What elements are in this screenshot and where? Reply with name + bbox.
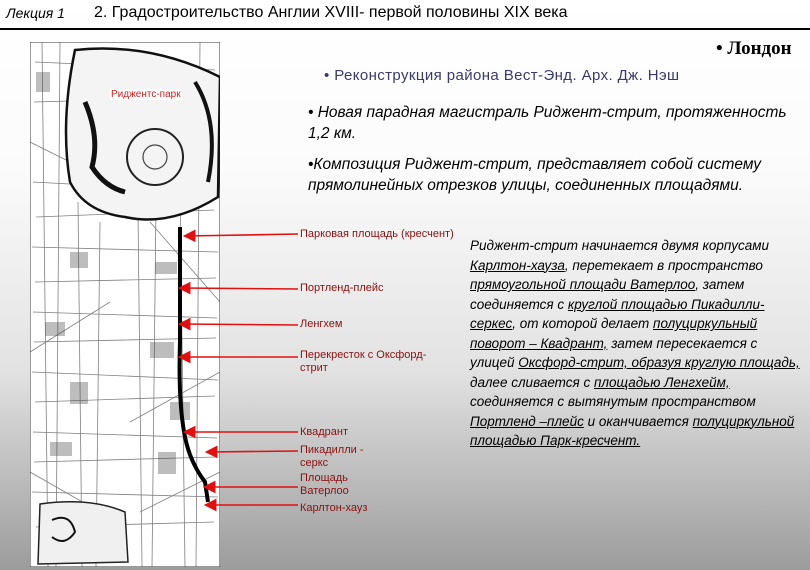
description-underlined: Оксфорд-стрит, образуя круглую площадь, [518, 355, 800, 370]
description-segment: , перетекает в пространство [564, 257, 763, 273]
description-underlined: Портленд –плейс [470, 413, 584, 429]
description-segment: , от которой делает [512, 316, 654, 331]
bullet-1: • Новая парадная магистраль Риджент-стрит, протяженность 1,2 км. [308, 104, 787, 142]
description-underlined: полуциркульной площадью Парк-кресчент. [470, 413, 795, 448]
city-heading: • Лондон [716, 38, 792, 59]
description-underlined: площадью Ленгхейм, [594, 374, 730, 390]
label-portland-place: Портленд-плейс [300, 282, 384, 294]
bullet-2: •Композиция Риджент-стрит, представляет собой систему прямолинейных отрезков улицы, соединенных площадями. [308, 156, 762, 194]
slide-title: 2. Градостроительство Англии XVIII- первой половины XIX века [94, 4, 568, 21]
description-segment: далее сливается с [470, 374, 594, 390]
description-segment: , затем соединяется с [470, 277, 745, 312]
description-underlined: круглой площадью Пикадилли-серкес [470, 296, 765, 331]
label-langham: Ленгхем [300, 318, 343, 330]
description-underlined: полуциркульный поворот – Квадрант, [470, 316, 758, 351]
arrow-piccadilly [208, 451, 298, 452]
subtitle: • Реконструкция района Вест-Энд. Арх. Дж. Нэш [324, 67, 680, 84]
london-map [30, 42, 220, 567]
description-underlined: прямоугольной площади Ватерлоо [470, 277, 696, 292]
description-segment: затем пересекается с улицей [470, 335, 758, 370]
label-carlton-house: Карлтон-хауз [300, 502, 368, 514]
description-segment: соединяется с вытянутым пространством [470, 394, 756, 409]
label-piccadilly: Пикадилли - серкс [300, 444, 364, 469]
description-text [470, 236, 805, 451]
label-crescent: Парковая площадь (кресчент) [300, 228, 454, 240]
label-oxford-crossing: Перекресток с Оксфорд-стрит [300, 349, 427, 374]
description-segment: и оканчивается [583, 413, 693, 429]
label-waterloo: Площадь Ватерлоо [300, 472, 349, 497]
title-divider [0, 28, 810, 30]
description-segment: Риджент-стрит начинается двумя корпусами [470, 238, 770, 253]
lecture-number: Лекция 1 [6, 5, 65, 21]
description-underlined: Карлтон-хауза [470, 257, 565, 273]
park-label: Риджентс-парк [111, 89, 181, 100]
label-quadrant: Квадрант [300, 426, 349, 438]
